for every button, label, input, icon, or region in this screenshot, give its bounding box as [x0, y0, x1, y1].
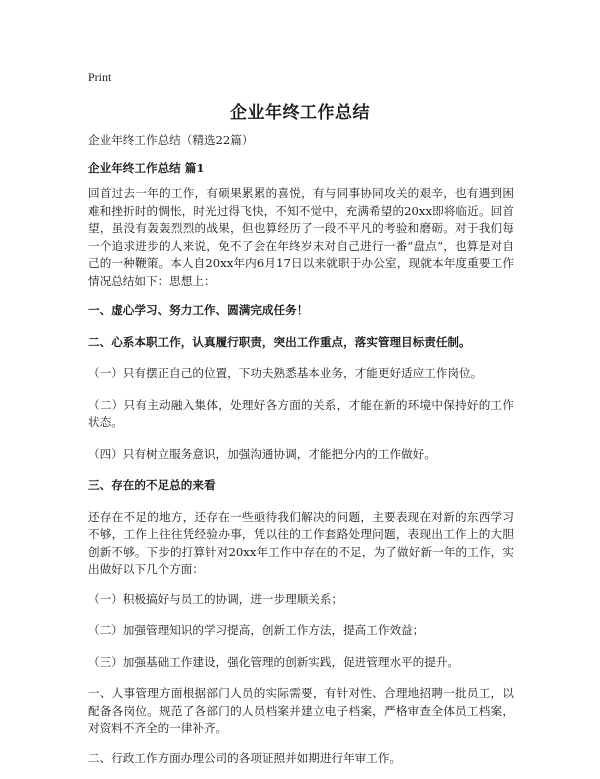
print-link[interactable]: Print [88, 70, 112, 84]
list-item-5: （二）加强管理知识的学习提高，创新工作方法，提高工作效益； [88, 623, 425, 637]
document-subtitle: 企业年终工作总结（精选22篇） [88, 133, 254, 147]
intro-paragraph: 回首过去一年的工作，有硕果累累的喜悦，有与同事协同攻关的艰辛，也有遇到困难和挫折时的惆怅，时光过得飞快，不知不觉中，充满希望的20xx即将临近。回首望，虽没有轰轰烈烈的战果，但也算经历了一段不平凡的考验和磨砺。对于我们每一个追求进步的人来说，免不了会在年终岁末对自己进行一番“盘点”，也算是对自己的一种鞭策。本人自20xx年内6月17日以来就职于办公室，现就本年度重要工作情况总结如下：思想上： [88, 186, 514, 288]
list-item-3: （四）只有树立服务意识，加强沟通协调，才能把分内的工作做好。 [88, 446, 436, 461]
paragraph-4: 二、行政工作方面办理公司的各项证照并如期进行年审工作。 [88, 750, 402, 765]
list-item-6: （三）加强基础工作建设，强化管理的创新实践，促进管理水平的提升。 [88, 654, 460, 669]
heading-2: 二、心系本职工作，认真履行职责，突出工作重点，落实管理目标责任制。 [88, 334, 471, 349]
heading-3: 三、存在的不足总的来看 [88, 478, 216, 492]
list-item-4: （一）积极搞好与员工的协调，进一步理顺关系； [88, 591, 344, 606]
paragraph-3: 一、人事管理方面根据部门人员的实际需要，有针对性、合理地招聘一批员工，以配备各岗位。规范了各部门的人员档案并建立电子档案，严格审查全体员工档案，对资料不齐全的一律补齐。 [88, 686, 514, 735]
heading-1: 一、虚心学习、努力工作、圆满完成任务！ [88, 303, 309, 317]
list-item-2: （二）只有主动融入集体，处理好各方面的关系，才能在新的环境中保持好的工作状态。 [88, 397, 514, 429]
list-item-1: （一）只有摆正自己的位置，下功夫熟悉基本业务，才能更好适应工作岗位。 [88, 366, 483, 380]
document-body [88, 132, 514, 779]
page-title: 企业年终工作总结 [230, 103, 370, 123]
paragraph-2: 还存在不足的地方，还存在一些亟待我们解决的问题，主要表现在对新的东西学习不够，工作上往往凭经验办事，凭以往的工作套路处理问题，表现出工作上的大胆创新不够。下步的打算针对20xx年工作中存在的不足，为了做好新一年的工作，实出做好以下几个方面： [88, 509, 514, 576]
section-title: 企业年终工作总结 篇1 [88, 160, 205, 175]
